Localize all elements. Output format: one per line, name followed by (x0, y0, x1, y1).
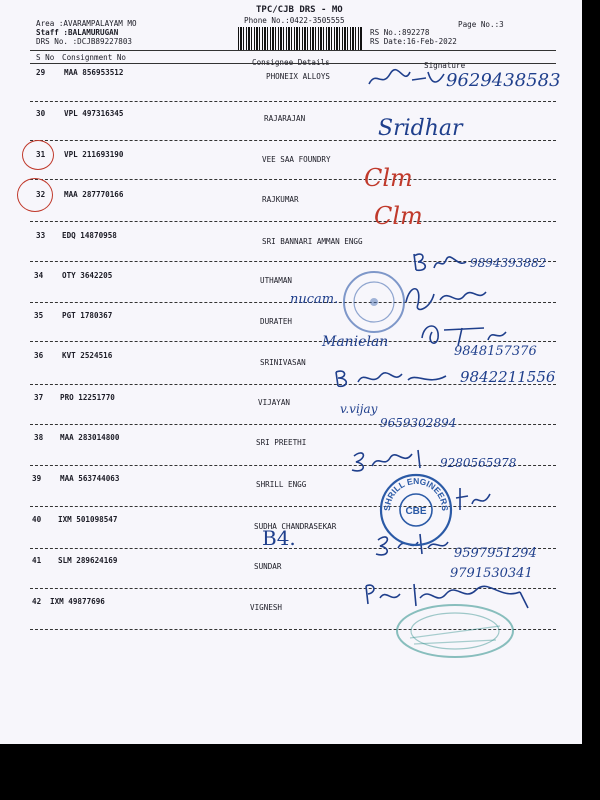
handwritten-mark: Clm (374, 202, 423, 230)
red-circle-mark (17, 178, 53, 212)
handwritten-phone: 9848157376 (454, 344, 537, 359)
handwritten-phone: 9894393882 (470, 256, 547, 270)
handwritten-mark: Clm (364, 164, 413, 192)
handwritten-signature (366, 66, 448, 92)
handwritten-phone: 9597951294 (454, 546, 537, 561)
row-sno: 40 (32, 515, 42, 524)
rs-date: RS Date:16-Feb-2022 (370, 37, 457, 46)
row-divider (30, 140, 556, 141)
row-consignee: VEE SAA FOUNDRY (262, 155, 331, 164)
row-consignee: PHONEIX ALLOYS (266, 72, 331, 81)
row-consignment: MAA 283014800 (60, 433, 120, 442)
row-sno: 38 (34, 433, 44, 442)
drs-number: DRS No. :DCJB89227803 (36, 37, 133, 46)
handwritten-note: B4. (262, 526, 296, 550)
row-sno: 37 (34, 393, 44, 402)
handwritten-signature (348, 446, 438, 476)
row-consignment: KVT 2524516 (62, 351, 113, 360)
row-sno: 39 (32, 474, 42, 483)
handwritten-phone: 9629438583 (446, 70, 561, 91)
row-consignee: SHRILL ENGG (256, 480, 307, 489)
row-consignee: SRI BANNARI AMMAN ENGG (262, 237, 363, 246)
row-consignee: SUNDAR (254, 562, 282, 571)
handwritten-phone: 9791530341 (450, 566, 533, 581)
handwritten-phone: 9280565978 (440, 456, 517, 470)
row-consignee: SRI PREETHI (256, 438, 307, 447)
row-consignment: EDQ 14870958 (62, 231, 117, 240)
page-number: Page No.:3 (458, 20, 504, 29)
row-sno: 36 (34, 351, 44, 360)
col-consignment: Consignment No (62, 53, 127, 62)
row-divider (30, 424, 556, 425)
handwritten-signature: Sridhar (378, 116, 463, 141)
row-divider (30, 101, 556, 102)
col-sno: S No (36, 53, 55, 62)
row-consignee: VIJAYAN (258, 398, 291, 407)
handwritten-signature (454, 484, 494, 514)
row-consignment: OTY 3642205 (62, 271, 113, 280)
handwritten-note: nucam. (290, 292, 339, 307)
row-sno: 31 (36, 150, 46, 159)
row-consignee: VIGNESH (250, 603, 283, 612)
row-consignment: IXM 49877696 (50, 597, 105, 606)
row-consignment: VPL 211693190 (64, 150, 124, 159)
stamp-center-text: CBE (405, 506, 427, 517)
column-header-rule (30, 63, 556, 64)
row-sno: 33 (36, 231, 46, 240)
sheet-title: TPC/CJB DRS - MO (256, 5, 343, 15)
row-sno: 34 (34, 271, 44, 280)
row-consignee: UTHAMAN (260, 276, 293, 285)
row-sno: 42 (32, 597, 42, 606)
row-consignment: MAA 856953512 (64, 68, 124, 77)
row-divider (30, 221, 556, 222)
handwritten-phone: 9659302894 (380, 416, 457, 430)
handwritten-phone: 9842211556 (460, 368, 556, 386)
row-consignment: MAA 287770166 (64, 190, 124, 199)
row-divider (30, 179, 556, 180)
company-stamp (340, 268, 408, 336)
col-signature: Signature (424, 61, 466, 70)
row-sno: 32 (36, 190, 46, 199)
row-consignee: RAJKUMAR (262, 195, 299, 204)
rs-number: RS No.:892278 (370, 28, 430, 37)
handwritten-name: Manielan (322, 334, 389, 350)
faded-stamp (390, 600, 520, 662)
row-sno: 29 (36, 68, 46, 77)
stamp-text: SHRILL ENGINEERS (381, 475, 451, 512)
row-consignment: PRO 12251770 (60, 393, 115, 402)
phone-number: Phone No.:0422-3505555 (244, 16, 345, 25)
handwritten-signature (410, 248, 470, 276)
handwritten-signature (400, 280, 490, 314)
row-consignee: SRINIVASAN (260, 358, 306, 367)
row-consignee: RAJARAJAN (264, 114, 306, 123)
row-consignee: SUDHA CHANDRASEKAR (254, 522, 337, 531)
row-consignment: MAA 563744063 (60, 474, 120, 483)
row-consignment: IXM 501098547 (58, 515, 118, 524)
row-consignment: PGT 1780367 (62, 311, 113, 320)
handwritten-signature (332, 364, 452, 392)
staff-label: Staff :BALAMURUGAN (36, 28, 119, 37)
header-rule (30, 50, 556, 51)
barcode-image (238, 27, 362, 51)
row-consignment: VPL 497316345 (64, 109, 124, 118)
row-consignment: SLM 289624169 (58, 556, 118, 565)
red-circle-mark (22, 140, 54, 170)
col-consignee: Consignee Details (252, 58, 330, 67)
row-sno: 35 (34, 311, 44, 320)
area-label: Area :AVARAMPALAYAM MO (36, 19, 137, 28)
shrill-engineers-stamp (378, 472, 454, 548)
handwritten-signature: v.vijay (340, 402, 378, 416)
row-consignee: DURATEH (260, 317, 293, 326)
row-sno: 30 (36, 109, 46, 118)
row-sno: 41 (32, 556, 42, 565)
